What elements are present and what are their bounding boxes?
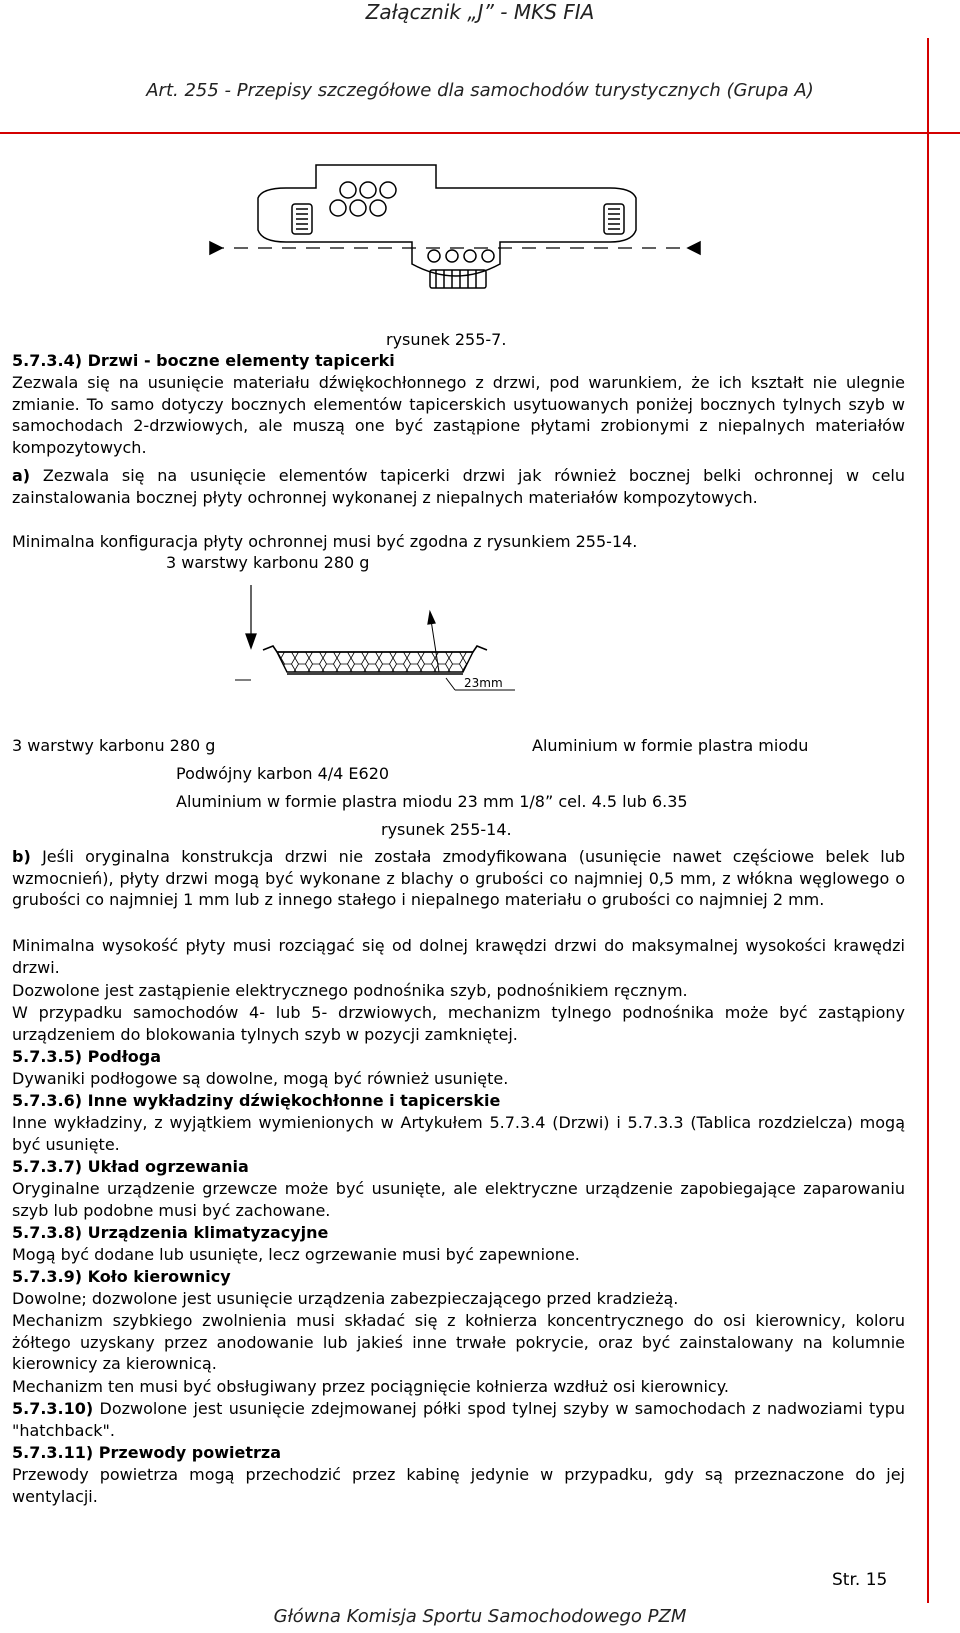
- paragraph-b: [12, 846, 905, 911]
- footer-organization: Główna Komisja Sportu Samochodowego PZM: [273, 1606, 687, 1627]
- section-heading-57311: 5.7.3.11) Przewody powietrza: [12, 1443, 281, 1462]
- paragraph-b-text: Jeśli oryginalna konstrukcja drzwi nie została zmodyfikowana (usunięcie nawet częściowe belek lub wzmocnień), płyty drzwi mogą być wykonane z blachy o grubości co najmniej 0,5 mm, z włókna węglowego o grubości co najmniej 1 mm lub z innego stałego i niepalnego materiału o grubości co najmniej 2 mm.: [12, 847, 905, 909]
- panel-section-drawing: [225, 580, 545, 710]
- dimension-label: 23mm: [464, 676, 503, 690]
- list-marker-a: a): [12, 466, 31, 485]
- figure-label-honeycomb: Aluminium w formie plastra miodu: [532, 736, 809, 755]
- section-heading-5738: 5.7.3.8) Urządzenia klimatyzacyjne: [12, 1223, 329, 1242]
- page-number: Str. 15: [832, 1570, 888, 1590]
- figure-label-double-carbon: Podwójny karbon 4/4 E620: [176, 764, 390, 783]
- header-title: Załącznik „J” - MKS FIA: [365, 0, 595, 24]
- paragraph-57310-text: Dozwolone jest usunięcie zdejmowanej półki spod tylnej szyby w samochodach z nadwoziami typu "hatchback".: [12, 1399, 905, 1440]
- header-subtitle: Art. 255 - Przepisy szczegółowe dla samochodów turystycznych (Grupa A): [146, 80, 814, 101]
- paragraph-5739-p1: Dowolne; dozwolone jest usunięcie urządzenia zabezpieczającego przed kradzieżą.: [12, 1289, 679, 1308]
- dashboard-drawing: [200, 160, 720, 315]
- paragraph-5738: Mogą być dodane lub usunięte, lecz ogrzewanie musi być zapewnione.: [12, 1245, 580, 1264]
- paragraph-5734-a: [12, 465, 905, 508]
- section-heading-5734: 5.7.3.4) Drzwi - boczne elementy tapicerki: [12, 351, 395, 370]
- paragraph-window-lifter: Dozwolone jest zastąpienie elektrycznego podnośnika szyb, podnośnikiem ręcznym.: [12, 981, 688, 1000]
- header-rule: [0, 132, 960, 134]
- paragraph-5739-p3: Mechanizm ten musi być obsługiwany przez pociągnięcie kołnierza wzdłuż osi kierownicy.: [12, 1377, 729, 1396]
- paragraph-57311: Przewody powietrza mogą przechodzić przez kabinę jedynie w przypadku, gdy są przeznaczone do jej wentylacji.: [12, 1465, 905, 1506]
- figure-label-carbon: 3 warstwy karbonu 280 g: [12, 736, 216, 755]
- figure-top-label: 3 warstwy karbonu 280 g: [166, 553, 370, 572]
- figure-caption-255-7: rysunek 255-7.: [386, 330, 507, 349]
- paragraph-57310: [12, 1398, 905, 1441]
- paragraph-min-config: Minimalna konfiguracja płyty ochronnej musi być zgodna z rysunkiem 255-14.: [12, 532, 638, 551]
- list-marker-b: b): [12, 847, 31, 866]
- paragraph-min-height: Minimalna wysokość płyty musi rozciągać się od dolnej krawędzi drzwi do maksymalnej wysokości krawędzi drzwi.: [12, 936, 905, 977]
- section-heading-5735: 5.7.3.5) Podłoga: [12, 1047, 161, 1066]
- paragraph-rear-lifter: W przypadku samochodów 4- lub 5- drzwiowych, mechanizm tylnego podnośnika może być zastąpiony urządzeniem do blokowania tylnych szyb w pozycji zamkniętej.: [12, 1003, 905, 1044]
- figure-caption-255-14: rysunek 255-14.: [381, 820, 512, 839]
- margin-rule: [927, 38, 929, 1603]
- paragraph-a-text: Zezwala się na usunięcie elementów tapicerki drzwi jak również bocznej belki ochronnej w celu zainstalowania bocznej płyty ochronnej wykonanej z niepalnych materiałów kompozytowych.: [12, 466, 905, 507]
- figure-label-aluminium-spec: Aluminium w formie plastra miodu 23 mm 1/8” cel. 4.5 lub 6.35: [176, 792, 688, 811]
- section-heading-5739: 5.7.3.9) Koło kierownicy: [12, 1267, 231, 1286]
- paragraph-5739-p2: Mechanizm szybkiego zwolnienia musi składać się z kołnierza koncentrycznego do osi kierownicy, koloru żółtego uzyskany przez anodowanie lub jakieś inne trwałe pokrycie, oraz być zainstalowany na kolumnie kierownicy za kierownicą.: [12, 1311, 905, 1373]
- section-heading-57310: 5.7.3.10): [12, 1399, 94, 1418]
- paragraph-5737: Oryginalne urządzenie grzewcze może być usunięte, ale elektryczne urządzenie zapobiegające zaparowaniu szyb lub podobne musi być zachowane.: [12, 1179, 905, 1220]
- paragraph-5734-intro: Zezwala się na usunięcie materiału dźwiękochłonnego z drzwi, pod warunkiem, że ich kształt nie ulegnie zmianie. To samo dotyczy bocznych elementów tapicerskich usytuowanych poniżej bocznych tylnych szyb w samochodach 2-drzwiowych, ale muszą one być zastąpione płytami zrobionymi z niepalnych materiałów kompozytowych.: [12, 373, 905, 457]
- paragraph-5735: Dywaniki podłogowe są dowolne, mogą być również usunięte.: [12, 1069, 509, 1088]
- section-heading-5736: 5.7.3.6) Inne wykładziny dźwiękochłonne i tapicerskie: [12, 1091, 501, 1110]
- section-heading-5737: 5.7.3.7) Układ ogrzewania: [12, 1157, 249, 1176]
- paragraph-5736: Inne wykładziny, z wyjątkiem wymienionych w Artykułem 5.7.3.4 (Drzwi) i 5.7.3.3 (Tablica rozdzielcza) mogą być usunięte.: [12, 1113, 905, 1154]
